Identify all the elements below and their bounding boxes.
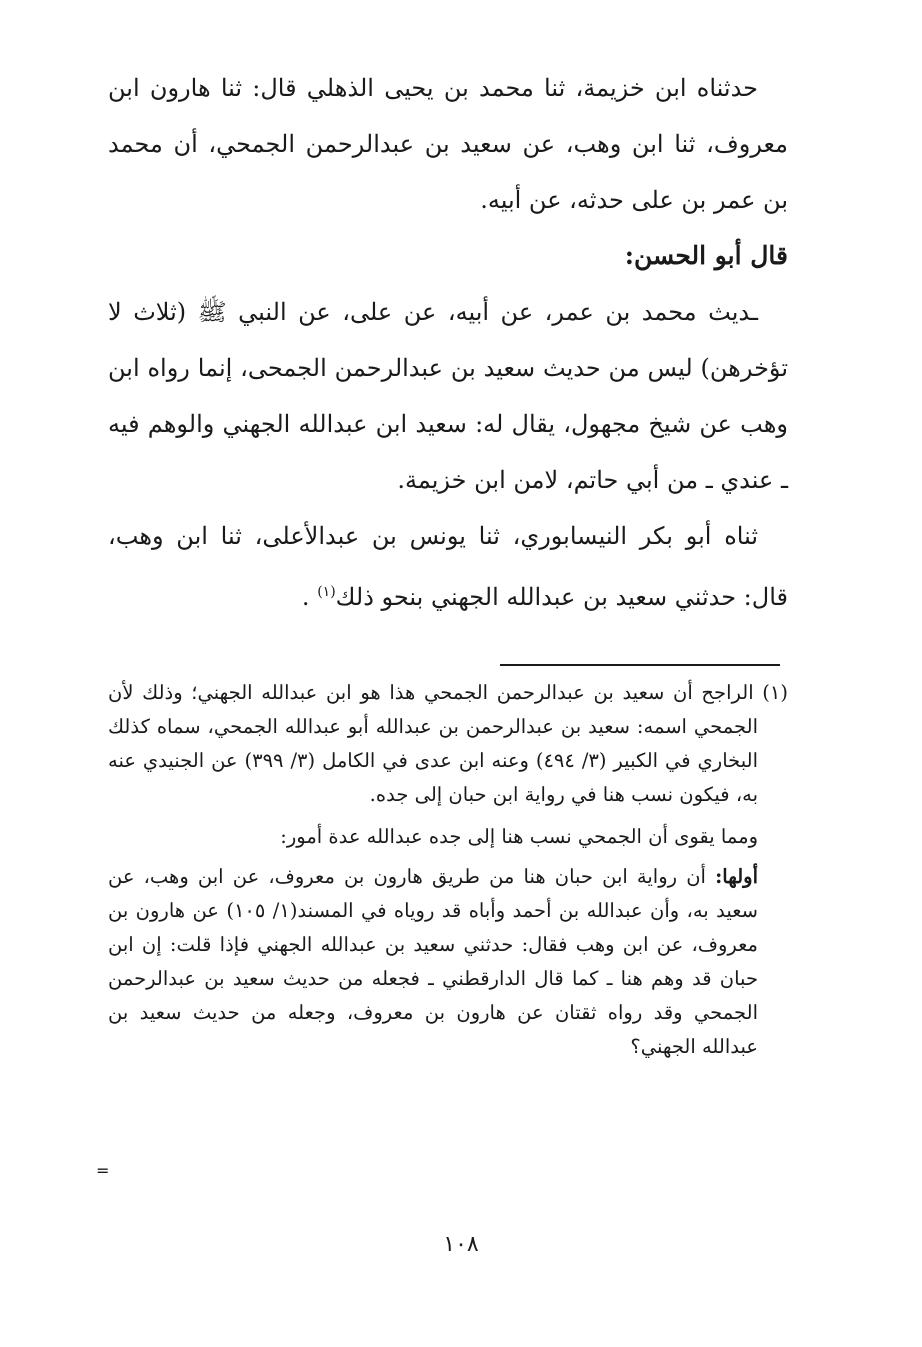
footnote-1: (١) الراجح أن سعيد بن عبدالرحمن الجمحي هذا هو ابن عبدالله الجهني؛ وذلك لأن الجمحي اسمه: سعيد بن عبدالرحمن بن عبدالله أبو عبدالله الجمحي، سماه كذلك البخاري في الكبير (٣/ ٤٩٤) وعنه ابن عدى في الكامل (٣/ ٣٩٩) عن الجنيدي عنه به، فيكون نسب هنا في رواية ابن حبان إلى جده. bbox=[108, 681, 788, 806]
section-heading: قال أبو الحسن: bbox=[624, 241, 788, 270]
page-number: ١٠٨ bbox=[443, 1232, 479, 1257]
main-text-block bbox=[108, 60, 788, 625]
footnote-paragraph-2: ومما يقوى أن الجمحي نسب هنا إلى جده عبدالله عدة أمور: bbox=[280, 825, 758, 848]
narration-end: . bbox=[301, 583, 310, 611]
narration-text: ثناه أبو بكر النيسابوري، ثنا يونس بن عبدالأعلى، ثنا ابن وهب، قال: حدثني سعيد بن عبدالله الجهني بنحو ذلك bbox=[108, 522, 788, 611]
footnote-paragraph-3 bbox=[108, 860, 788, 1064]
paragraph-isnad: حدثناه ابن خزيمة، ثنا محمد بن يحيى الذهلي قال: ثنا هارون ابن معروف، ثنا ابن وهب، عن سعيد بن عبدالرحمن الجمحي، أن محمد بن عمر بن على حدثه، عن أبيه. bbox=[108, 74, 788, 214]
footnote-lead-word: أولها: bbox=[715, 865, 758, 888]
footnote-marker[interactable]: (١) bbox=[317, 584, 336, 600]
paragraph-commentary: ـديث محمد بن عمر، عن أبيه، عن على، عن النبي ﷺ (ثلاث لا تؤخرهن) ليس من حديث سعيد بن عبدالرحمن الجمحى، إنما رواه ابن وهب عن شيخ مجهول، يقال له: سعيد ابن عبدالله الجهني والوهم فيه ـ عندي ـ من أبي حاتم، لامن ابن خزيمة. bbox=[108, 298, 788, 494]
paragraph-narration bbox=[108, 508, 788, 625]
footnote-paragraph-3-text: أن رواية ابن حبان هنا من طريق هارون بن معروف، عن ابن وهب، عن سعيد به، وأن عبدالله بن أحمد وأباه قد روياه في المسند(١/ ١٠٥) عن هارون بن معروف، عن ابن وهب فقال: حدثني سعيد بن عبدالله الجهني فإذا قلت: إن ابن حبان قد وهم هنا ـ كما قال الدارقطني ـ فجعله من حديث سعيد بن عبدالرحمن الجمحي وقد رواه ثقتان عن هارون بن معروف، وجعله من حديث سعيد بن عبدالله الجهني؟ bbox=[108, 865, 758, 1058]
footnote-separator bbox=[500, 664, 780, 666]
footnotes-block bbox=[108, 676, 788, 1064]
continuation-mark: = bbox=[96, 1161, 110, 1180]
